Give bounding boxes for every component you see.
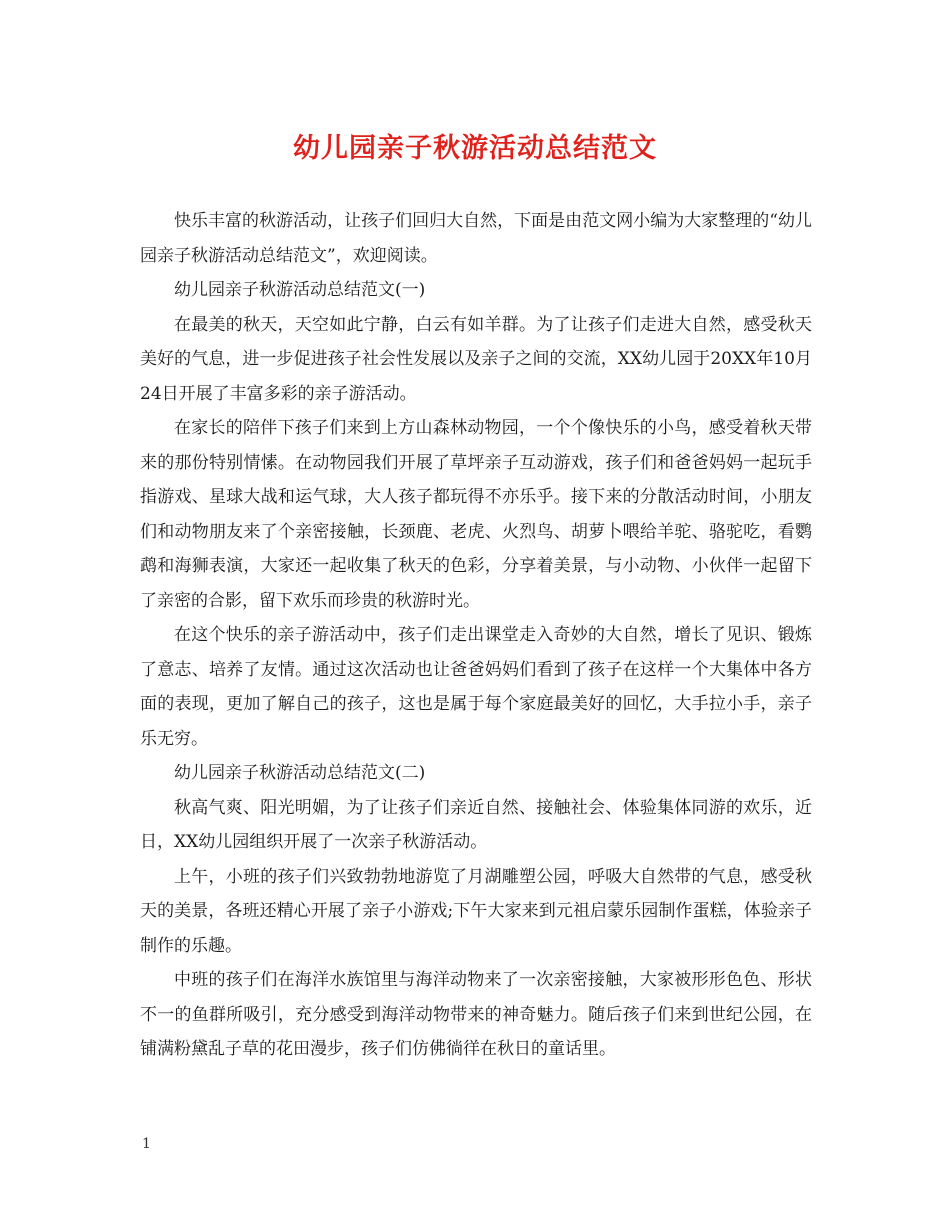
document-body <box>140 204 812 1067</box>
page-number: 1 <box>142 1136 151 1152</box>
body-paragraph: 上午，小班的孩子们兴致勃勃地游览了月湖雕塑公园，呼吸大自然带的气息，感受秋天的美景，各班还精心开展了亲子小游戏;下午大家来到元祖启蒙乐园制作蛋糕，体验亲子制作的乐趣。 <box>140 866 812 956</box>
intro-paragraph: 快乐丰富的秋游活动，让孩子们回归大自然，下面是由范文网小编为大家整理的“幼儿园亲子秋游活动总结范文”，欢迎阅读。 <box>140 211 812 266</box>
section-heading-1: 幼儿园亲子秋游活动总结范文(一) <box>174 280 426 300</box>
section-heading-2: 幼儿园亲子秋游活动总结范文(二) <box>174 763 426 783</box>
body-paragraph: 在这个快乐的亲子游活动中，孩子们走出课堂走入奇妙的大自然，增长了见识、锻炼了意志、培养了友情。通过这次活动也让爸爸妈妈们看到了孩子在这样一个大集体中各方面的表现，更加了解自己的孩子，这也是属于每个家庭最美好的回忆，大手拉小手，亲子乐无穷。 <box>140 625 812 749</box>
body-paragraph: 秋高气爽、阳光明媚，为了让孩子们亲近自然、接触社会、体验集体同游的欢乐，近日，XX幼儿园组织开展了一次亲子秋游活动。 <box>140 797 812 852</box>
body-paragraph: 在最美的秋天，天空如此宁静，白云有如羊群。为了让孩子们走进大自然，感受秋天美好的气息，进一步促进孩子社会性发展以及亲子之间的交流，XX幼儿园于20XX年10月24日开展了丰富多彩的亲子游活动。 <box>140 314 812 404</box>
document-title: 幼儿园亲子秋游活动总结范文 <box>293 133 657 164</box>
body-paragraph: 中班的孩子们在海洋水族馆里与海洋动物来了一次亲密接触，大家被形形色色、形状不一的鱼群所吸引，充分感受到海洋动物带来的神奇魅力。随后孩子们来到世纪公园，在铺满粉黛乱子草的花田漫步，孩子们仿佛徜徉在秋日的童话里。 <box>140 970 812 1059</box>
body-paragraph: 在家长的陪伴下孩子们来到上方山森林动物园，一个个像快乐的小鸟，感受着秋天带来的那份特别情愫。在动物园我们开展了草坪亲子互动游戏，孩子们和爸爸妈妈一起玩手指游戏、星球大战和运气球，大人孩子都玩得不亦乐乎。接下来的分散活动时间，小朋友们和动物朋友来了个亲密接触，长颈鹿、老虎、火烈鸟、胡萝卜喂给羊驼、骆驼吃，看鹦鹉和海狮表演，大家还一起收集了秋天的色彩，分享着美景，与小动物、小伙伴一起留下了亲密的合影，留下欢乐而珍贵的秋游时光。 <box>140 418 812 611</box>
